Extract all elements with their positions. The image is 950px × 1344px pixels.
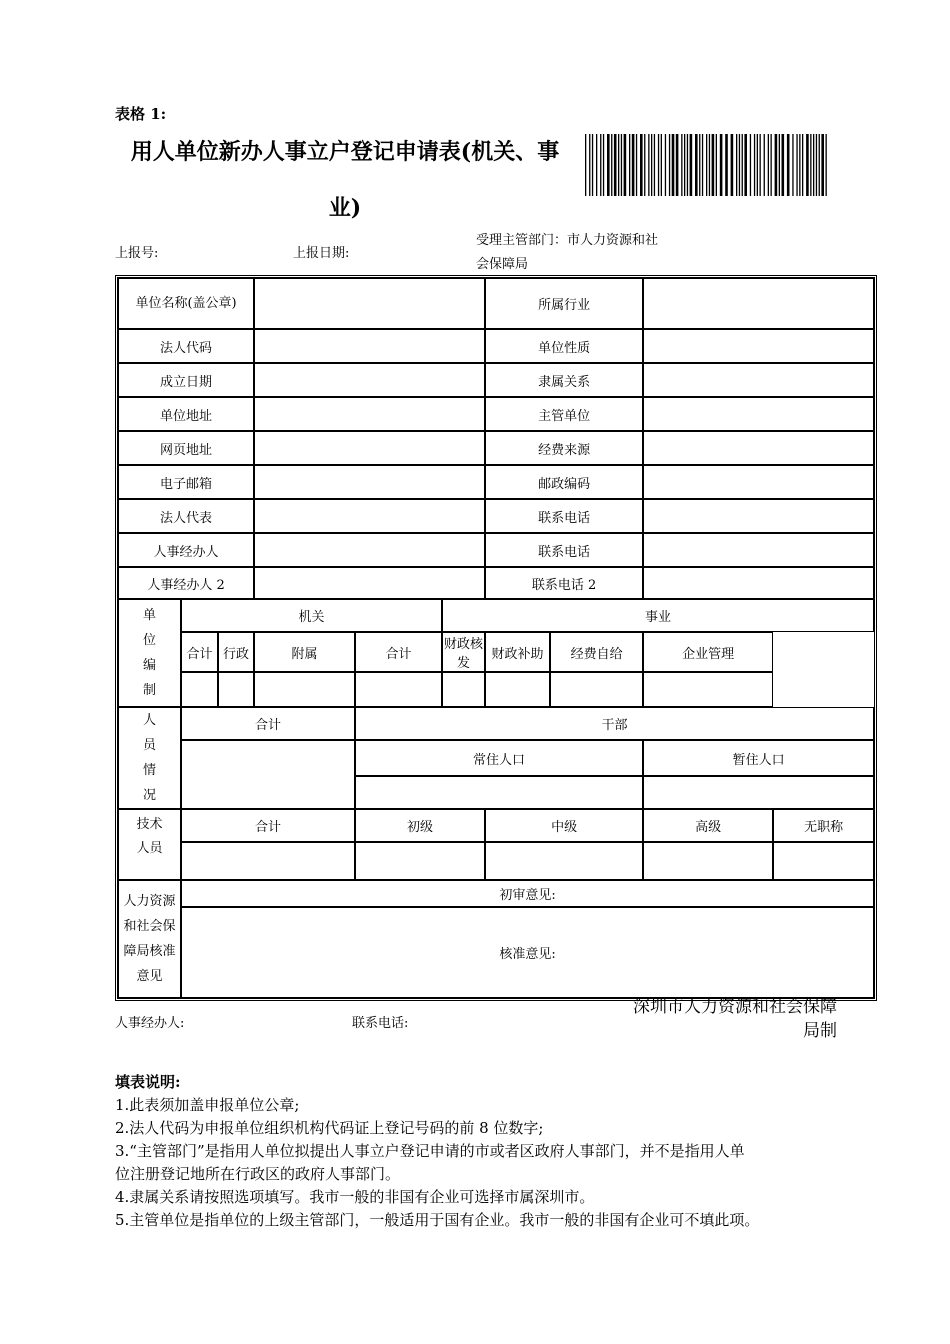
field-input[interactable] [254,465,485,499]
instruction-item: 位注册登记地所在行政区的政府人事部门。 [115,1165,401,1183]
approval-final-row [118,907,874,998]
table-number-label: 表格 1: [115,105,167,123]
personnel-header-row [118,707,874,740]
personnel-population-row [118,740,874,776]
staffing-col-affiliated: 附属 [254,632,355,672]
staffing-input-fiscal-issued[interactable] [442,672,485,707]
field-label: 所属行业 [485,278,643,329]
field-label: 人事经办人 [118,533,254,567]
footer-phone-label: 联系电话: [352,1016,409,1031]
field-label: 主管单位 [485,397,643,431]
field-input[interactable] [254,329,485,363]
basic-info-row [118,465,874,499]
personnel-total-header: 合计 [181,707,355,740]
field-label: 联系电话 [485,533,643,567]
instruction-item: 1.此表须加盖申报单位公章; [115,1096,300,1114]
staffing-col-admin: 行政 [218,632,254,672]
technical-col-untitled: 无职称 [773,809,874,842]
personnel-input-resident[interactable] [355,776,643,809]
instruction-item: 4.隶属关系请按照选项填写。我市一般的非国有企业可选择市属深圳市。 [115,1188,595,1206]
field-label: 法人代表 [118,499,254,533]
field-input[interactable] [254,278,485,329]
field-label: 网页地址 [118,431,254,465]
receiving-department-line1: 受理主管部门：市人力资源和社 [476,233,659,248]
field-input[interactable] [254,567,485,599]
field-input[interactable] [254,431,485,465]
staffing-input-inst-total[interactable] [355,672,442,707]
form-maker-line1: 深圳市人力资源和社会保障 [633,997,837,1017]
initial-review-field[interactable]: 初审意见: [181,880,874,907]
technical-label: 技术 人员 [118,809,181,880]
form-maker-line2: 局制 [803,1021,837,1041]
technical-header-row [118,809,874,842]
field-label: 单位地址 [118,397,254,431]
form-title [115,124,575,236]
field-label: 联系电话 [485,499,643,533]
personnel-temporary-header: 暂住人口 [643,740,874,776]
technical-col-intermediate: 中级 [485,809,643,842]
staffing-col-organ-total: 合计 [181,632,218,672]
field-label: 经费来源 [485,431,643,465]
field-label: 法人代码 [118,329,254,363]
basic-info-row [118,499,874,533]
field-input[interactable] [643,567,874,599]
staffing-label: 单 位 编 制 [118,599,181,707]
staffing-input-affiliated[interactable] [254,672,355,707]
field-input[interactable] [643,465,874,499]
filling-instructions [115,1071,845,1232]
field-input[interactable] [643,329,874,363]
staffing-input-fiscal-subsidy[interactable] [485,672,550,707]
personnel-input-total[interactable] [181,740,355,809]
personnel-label: 人 员 情 况 [118,707,181,809]
staffing-input-enterprise[interactable] [643,672,773,707]
instructions-title: 填表说明: [115,1073,181,1091]
field-label: 隶属关系 [485,363,643,397]
personnel-cadre-header: 干部 [355,707,874,740]
personnel-resident-header: 常住人口 [355,740,643,776]
staffing-columns-row [118,632,874,672]
basic-info-row [118,363,874,397]
approval-initial-row [118,880,874,907]
basic-info-row [118,431,874,465]
barcode-image [585,134,827,196]
field-input[interactable] [254,499,485,533]
technical-col-total: 合计 [181,809,355,842]
registration-form-table [115,275,877,1001]
technical-input-junior[interactable] [355,842,485,880]
staffing-organ-header: 机关 [181,599,442,632]
field-label: 电子邮箱 [118,465,254,499]
field-input[interactable] [254,533,485,567]
approval-label: 人力资源 和社会保 障局核准 意见 [118,880,181,998]
staffing-col-fiscal-subsidy: 财政补助 [485,632,550,672]
field-input[interactable] [643,533,874,567]
staffing-values-row [118,672,874,707]
field-input[interactable] [643,431,874,465]
staffing-col-self-funded: 经费自给 [550,632,643,672]
field-input[interactable] [643,363,874,397]
instruction-item: 5.主管单位是指单位的上级主管部门，一般适用于国有企业。我市一般的非国有企业可不填此项。 [115,1211,760,1229]
form-title-line2: 业) [328,195,362,221]
report-number-label: 上报号: [115,246,159,261]
basic-info-row [118,567,874,599]
field-input[interactable] [643,278,874,329]
final-approval-field[interactable]: 核准意见: [181,907,874,998]
technical-input-untitled[interactable] [773,842,874,880]
instruction-item: 3.“主管部门”是指用人单位拟提出人事立户登记申请的市或者区政府人事部门，并不是指用人单 [115,1142,745,1160]
field-label: 单位名称(盖公章) [118,278,254,329]
technical-input-senior[interactable] [643,842,773,880]
receiving-department [476,229,658,277]
staffing-input-self-funded[interactable] [550,672,643,707]
field-input[interactable] [254,363,485,397]
personnel-input-temporary[interactable] [643,776,874,809]
staffing-input-admin[interactable] [218,672,254,707]
field-input[interactable] [254,397,485,431]
field-label: 成立日期 [118,363,254,397]
footer-handler-label: 人事经办人: [115,1016,185,1031]
field-label: 人事经办人 2 [118,567,254,599]
basic-info-row [118,278,874,329]
technical-values-row [118,842,874,880]
field-input[interactable] [643,499,874,533]
report-date-label: 上报日期: [293,246,350,261]
staffing-col-enterprise: 企业管理 [643,632,773,672]
staffing-col-fiscal-issued: 财政核发 [442,632,485,672]
field-input[interactable] [643,397,874,431]
field-label: 联系电话 2 [485,567,643,599]
technical-input-total[interactable] [181,842,355,880]
form-title-line1: 用人单位新办人事立户登记申请表(机关、事 [130,139,560,165]
instruction-item: 2.法人代码为申报单位组织机构代码证上登记号码的前 8 位数字; [115,1119,544,1137]
form-maker [560,995,837,1043]
technical-col-junior: 初级 [355,809,485,842]
staffing-institution-header: 事业 [442,599,874,632]
technical-col-senior: 高级 [643,809,773,842]
receiving-department-line2: 会保障局 [476,257,529,272]
field-label: 单位性质 [485,329,643,363]
basic-info-row [118,533,874,567]
basic-info-row [118,397,874,431]
staffing-header-row [118,599,874,632]
technical-input-intermediate[interactable] [485,842,643,880]
staffing-input-organ-total[interactable] [181,672,218,707]
staffing-col-inst-total: 合计 [355,632,442,672]
field-label: 邮政编码 [485,465,643,499]
basic-info-row [118,329,874,363]
